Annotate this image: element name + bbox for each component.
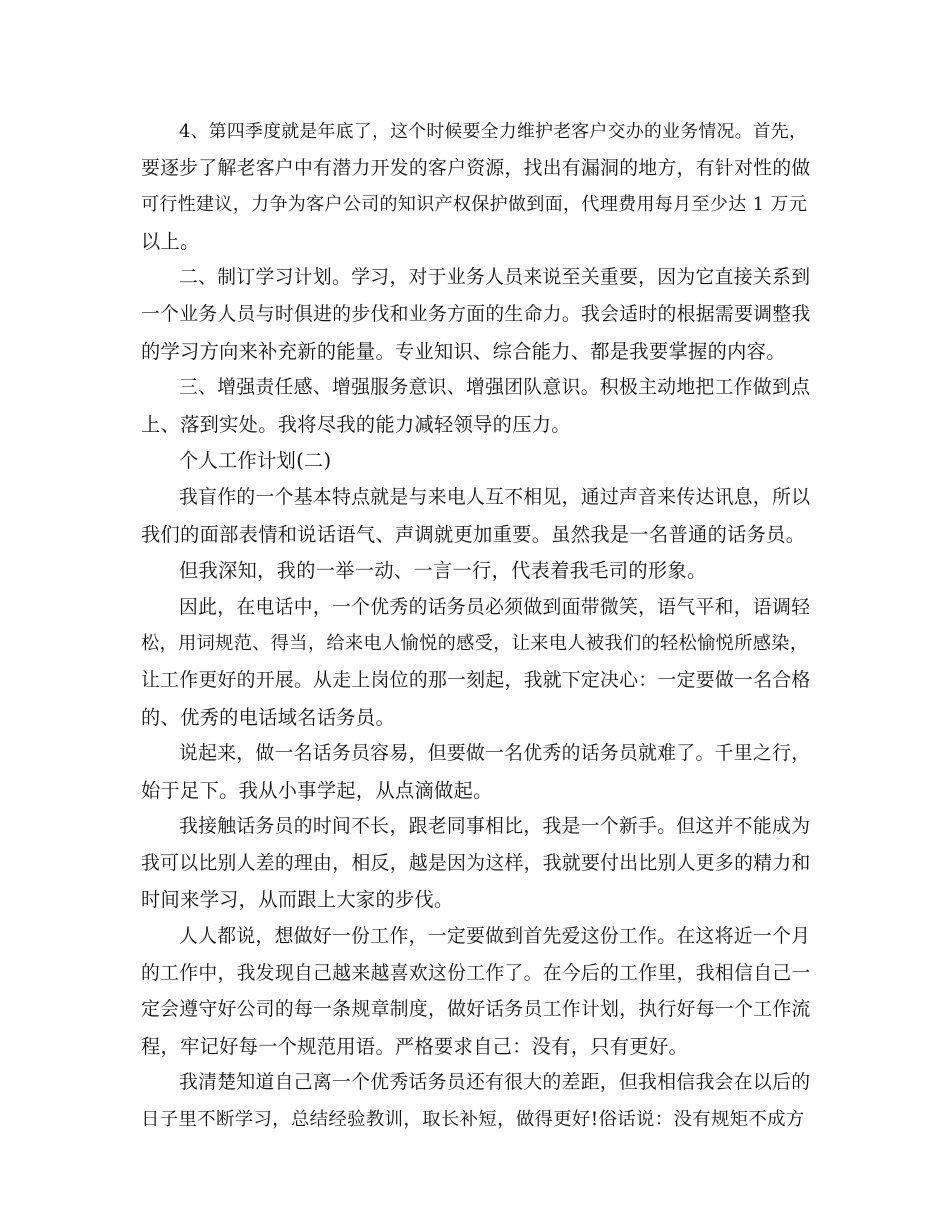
text-line: 但我深知，我的一举一动、一言一行，代表着我毛司的形象。 <box>179 559 707 583</box>
text-line: 可行性建议，力争为客户公司的知识产权保护做到面，代理费用每月至少达 1 万元 <box>141 194 808 216</box>
text-line: 的工作中，我发现自己越来越喜欢这份工作了。在今后的工作里，我相信自己一 <box>141 962 811 984</box>
text-line: 的学习方向来补充新的能量。专业知识、综合能力、都是我要掌握的内容。 <box>141 339 786 363</box>
text-line: 个人工作计划(二) <box>179 449 332 473</box>
text-line: 一个业务人员与时俱进的步伐和业务方面的生命力。我会适时的根据需要调整我 <box>141 303 811 325</box>
text-line: 始于足下。我从小事学起，从点滴做起。 <box>141 778 493 802</box>
text-line: 的、优秀的电话域名话务员。 <box>141 705 395 729</box>
text-line: 时间来学习，从而跟上大家的步伐。 <box>141 888 454 912</box>
text-line: 人人都说，想做好一份工作，一定要做到首先爱这份工作。在这将近一个月 <box>179 926 811 948</box>
text-line: 我接触话务员的时间不长，跟老同事相比，我是一个新手。但这并不能成为 <box>179 816 811 838</box>
text-line: 4、第四季度就是年底了，这个时候要全力维护老客户交办的业务情况。首先， <box>179 121 808 142</box>
text-line: 我可以比别人差的理由，相反，越是因为这样，我就要付出比别人更多的精力和 <box>141 852 811 874</box>
text-line: 三、增强责任感、增强服务意识、增强团队意识。积极主动地把工作做到点 <box>179 377 811 399</box>
text-line: 以上。 <box>141 229 200 253</box>
text-line: 要逐步了解老客户中有潜力开发的客户资源，找出有漏洞的地方，有针对性的做 <box>141 157 811 179</box>
text-line: 因此，在电话中，一个优秀的话务员必须做到面带微笑，语气平和，语调轻 <box>179 596 811 618</box>
document-body <box>141 114 811 1139</box>
text-line: 我清楚知道自己离一个优秀话务员还有很大的差距，但我相信我会在以后的 <box>179 1072 811 1094</box>
text-line: 我们的面部表情和说话语气、声调就更加重要。虽然我是一名普通的话务员。 <box>141 522 806 546</box>
text-line: 日子里不断学习，总结经验教训，取长补短，做得更好!俗话说：没有规矩不成方 <box>141 1109 805 1131</box>
text-line: 上、落到实处。我将尽我的能力减轻领导的压力。 <box>141 412 571 436</box>
text-line: 定会遵守好公司的每一条规章制度，做好话务员工作计划，执行好每一个工作流 <box>141 999 811 1021</box>
text-line: 程，牢记好每一个规范用语。严格要求自己：没有，只有更好。 <box>141 1034 689 1058</box>
text-line: 二、制订学习计划。学习，对于业务人员来说至关重要，因为它直接关系到 <box>179 267 811 289</box>
text-line: 说起来，做一名话务员容易，但要做一名优秀的话务员就难了。千里之行， <box>179 743 811 765</box>
text-line: 让工作更好的开展。从走上岗位的那一刻起，我就下定决心：一定要做一名合格 <box>141 669 811 691</box>
text-line: 我盲作的一个基本特点就是与来电人互不相见，通过声音来传达讯息，所以 <box>179 486 811 508</box>
text-line: 松，用词规范、得当，给来电人愉悦的感受，让来电人被我们的轻松愉悦所感染， <box>141 633 809 655</box>
